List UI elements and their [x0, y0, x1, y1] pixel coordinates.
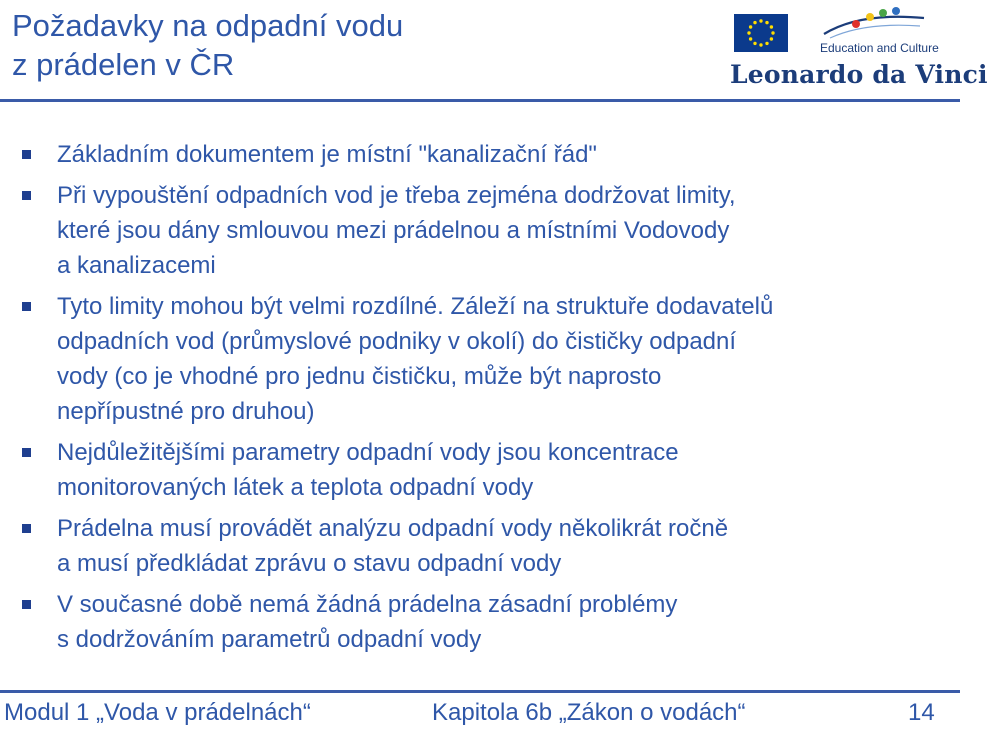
bullet-item — [22, 587, 942, 657]
leonardo-logo-icon — [820, 4, 930, 44]
square-bullet-icon — [22, 448, 31, 457]
square-bullet-icon — [22, 524, 31, 533]
bullet-line: Tyto limity mohou být velmi rozdílné. Záleží na struktuře dodavatelů — [57, 293, 774, 320]
bullet-line: Nejdůležitějšími parametry odpadní vody jsou koncentrace — [57, 439, 679, 466]
bullet-line: V současné době nemá žádná prádelna zásadní problémy — [57, 591, 678, 618]
bullet-line: Základním dokumentem je místní "kanalizační řád" — [57, 141, 597, 168]
bullet-item — [22, 289, 942, 429]
bullet-line: Při vypouštění odpadních vod je třeba zejména dodržovat limity, — [57, 182, 736, 209]
square-bullet-icon — [22, 302, 31, 311]
square-bullet-icon — [22, 600, 31, 609]
bullet-line: a kanalizacemi — [57, 252, 216, 279]
square-bullet-icon — [22, 150, 31, 159]
title-line-1: Požadavky na odpadní vodu — [12, 8, 404, 43]
bullet-line: vody (co je vhodné pro jednu čističku, může být naprosto — [57, 363, 662, 390]
bullet-line: nepřípustné pro druhou) — [57, 398, 315, 425]
top-divider — [0, 99, 960, 102]
bullet-item — [22, 178, 942, 283]
logo-area — [724, 4, 988, 96]
bullet-line: které jsou dány smlouvou mezi prádelnou a místními Vodovody — [57, 217, 730, 244]
bullet-line: odpadních vod (průmyslové podniky v okolí) do čističky odpadní — [57, 328, 737, 355]
program-text: Education and Culture — [820, 41, 939, 55]
bottom-divider — [0, 690, 960, 693]
eu-flag-icon — [734, 14, 788, 52]
footer-module: Modul 1 „Voda v prádelnách“ — [4, 699, 311, 726]
bullet-line: s dodržováním parametrů odpadní vody — [57, 626, 482, 653]
page-number: 14 — [908, 699, 935, 726]
bullet-line: a musí předkládat zprávu o stavu odpadní vody — [57, 550, 562, 577]
title-line-2: z prádelen v ČR — [12, 47, 235, 82]
bullet-item — [22, 137, 942, 172]
square-bullet-icon — [22, 191, 31, 200]
slide-title — [12, 6, 403, 84]
bullet-list — [22, 137, 942, 663]
bullet-item — [22, 511, 942, 581]
bullet-line: Prádelna musí provádět analýzu odpadní vody několikrát ročně — [57, 515, 729, 542]
footer-chapter: Kapitola 6b „Zákon o vodách“ — [432, 699, 746, 726]
brand-text: Leonardo da Vinci — [730, 60, 988, 89]
bullet-item — [22, 435, 942, 505]
bullet-line: monitorovaných látek a teplota odpadní vody — [57, 474, 534, 501]
